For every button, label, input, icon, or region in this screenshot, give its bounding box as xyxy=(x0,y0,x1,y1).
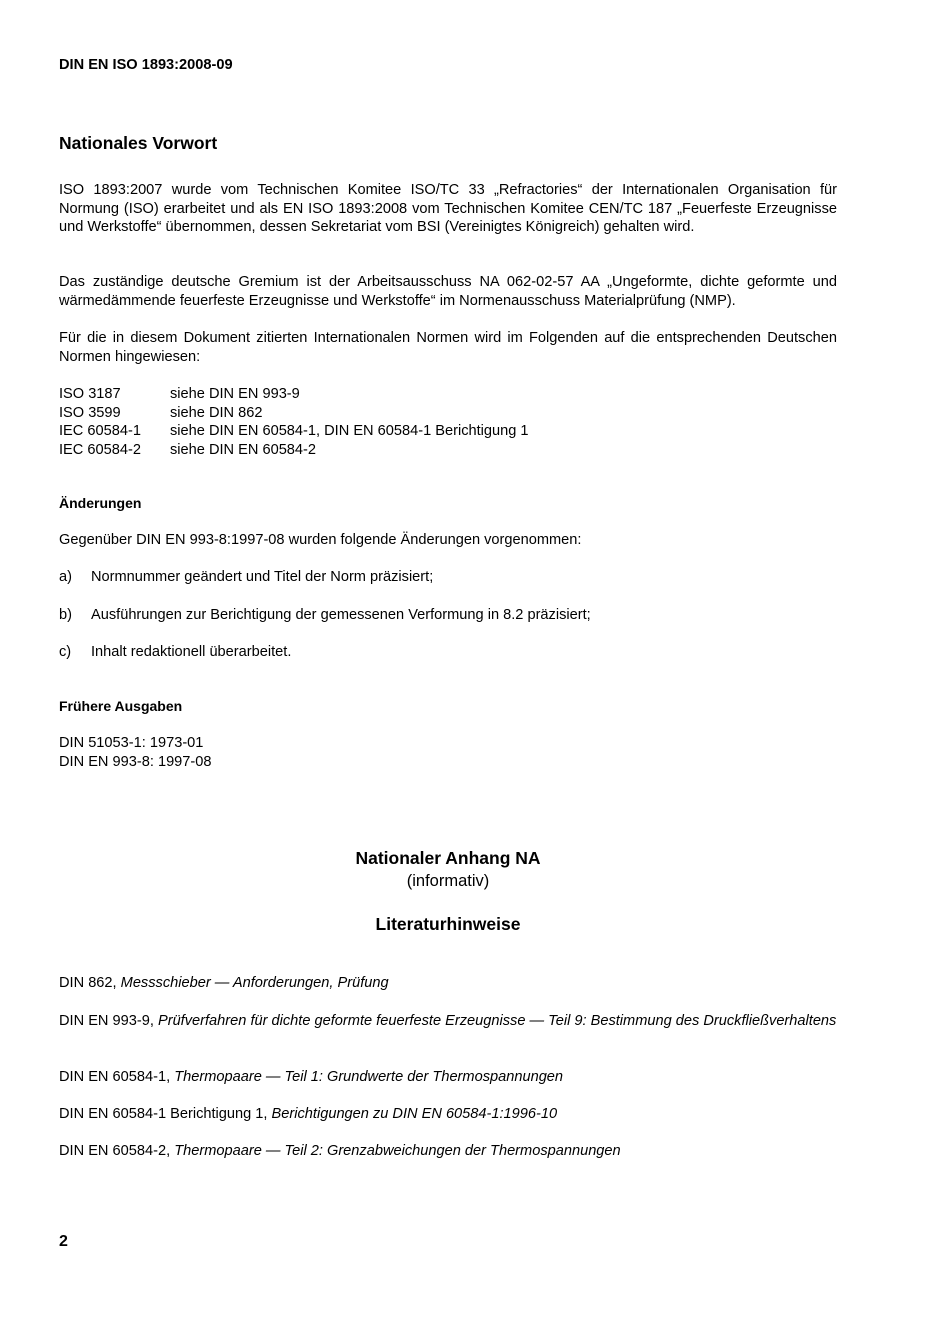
list-text: Inhalt redaktionell überarbeitet. xyxy=(91,644,292,660)
bibliography-entry xyxy=(59,1068,837,1087)
list-item xyxy=(59,568,837,587)
annex-subtitle: (informativ) xyxy=(406,872,490,890)
ref-id: DIN EN 60584-1, xyxy=(59,1069,171,1085)
din-norm: siehe DIN 862 xyxy=(170,404,263,421)
ref-id: DIN EN 60584-1 Berichtigung 1, xyxy=(59,1106,268,1122)
bibliography-entry xyxy=(59,1105,837,1124)
ref-id: DIN 862, xyxy=(59,975,117,991)
section-title-aenderungen: Änderungen xyxy=(59,495,142,511)
ref-title: Prüfverfahren für dichte geformte feuerfeste Erzeugnisse — Teil 9: Bestimmung des Druckfließverhaltens xyxy=(157,1013,837,1029)
document-header: DIN EN ISO 1893:2008-09 xyxy=(59,57,233,73)
paragraph: ISO 1893:2007 wurde vom Technischen Komitee ISO/TC 33 „Refractories“ der Internationalen Organisation für Normung (ISO) erarbeitet und als EN ISO 1893:2008 vom Technischen Komitee CEN/TC 187 „Feuerfeste Erzeugnisse und Werkstoffe“ übernommen, dessen Sekretariat vom BSI (Vereinigtes Königreich) gehalten wird. xyxy=(59,182,837,235)
din-norm: siehe DIN EN 60584-1, DIN EN 60584-1 Berichtigung 1 xyxy=(170,423,529,439)
list-marker: c) xyxy=(59,644,72,660)
bibliography-entry xyxy=(59,1012,837,1031)
bibliography-entry xyxy=(59,1142,837,1161)
iso-norm: ISO 3599 xyxy=(59,404,121,421)
paragraph: Für die in diesem Dokument zitierten Internationalen Normen wird im Folgenden auf die entsprechenden Deutschen Normen hingewiesen: xyxy=(59,330,837,365)
ref-title: Thermopaare — Teil 2: Grenzabweichungen der Thermospannungen xyxy=(174,1143,621,1159)
list-item: DIN EN 993-8: 1997-08 xyxy=(59,753,212,770)
list-text: Normnummer geändert und Titel der Norm präzisiert; xyxy=(91,569,434,585)
bibliography-title: Literaturhinweise xyxy=(375,914,521,934)
norm-mapping-row xyxy=(59,441,837,460)
section-title-fruehere-ausgaben: Frühere Ausgaben xyxy=(59,698,183,714)
aenderungen-intro: Gegenüber DIN EN 993-8:1997-08 wurden folgende Änderungen vorgenommen: xyxy=(59,532,582,548)
norm-mapping-list xyxy=(59,385,837,459)
list-item xyxy=(59,643,837,662)
ref-id: DIN EN 60584-2, xyxy=(59,1143,171,1159)
norm-mapping-row xyxy=(59,422,837,441)
iso-norm: IEC 60584-1 xyxy=(59,423,141,439)
list-marker: b) xyxy=(59,607,72,623)
ref-id: DIN EN 993-9, xyxy=(59,1013,154,1029)
ref-title: Messschieber — Anforderungen, Prüfung xyxy=(120,975,389,991)
iso-norm: ISO 3187 xyxy=(59,386,121,402)
ref-title: Thermopaare — Teil 1: Grundwerte der Thermospannungen xyxy=(174,1069,564,1085)
norm-mapping-row xyxy=(59,404,837,423)
annex-title: Nationaler Anhang NA xyxy=(355,848,541,868)
din-norm: siehe DIN EN 993-9 xyxy=(170,386,300,402)
list-marker: a) xyxy=(59,569,72,585)
section-title-vorwort: Nationales Vorwort xyxy=(59,133,218,153)
fruehere-ausgaben-list xyxy=(59,734,837,771)
ref-title: Berichtigungen zu DIN EN 60584-1:1996-10 xyxy=(271,1106,558,1122)
bibliography-entry xyxy=(59,974,837,993)
list-text: Ausführungen zur Berichtigung der gemessenen Verformung in 8.2 präzisiert; xyxy=(91,607,591,623)
list-item: DIN 51053-1: 1973-01 xyxy=(59,735,204,751)
page-number: 2 xyxy=(59,1233,68,1250)
norm-mapping-row xyxy=(59,385,837,404)
din-norm: siehe DIN EN 60584-2 xyxy=(170,441,317,458)
iso-norm: IEC 60584-2 xyxy=(59,441,141,458)
paragraph: Das zuständige deutsche Gremium ist der Arbeitsausschuss NA 062-02-57 AA „Ungeformte, dichte geformte und wärmedämmende feuerfeste Erzeugnisse und Werkstoffe“ im Normenausschuss Materialprüfung (NMP). xyxy=(59,274,837,309)
list-item xyxy=(59,606,837,625)
